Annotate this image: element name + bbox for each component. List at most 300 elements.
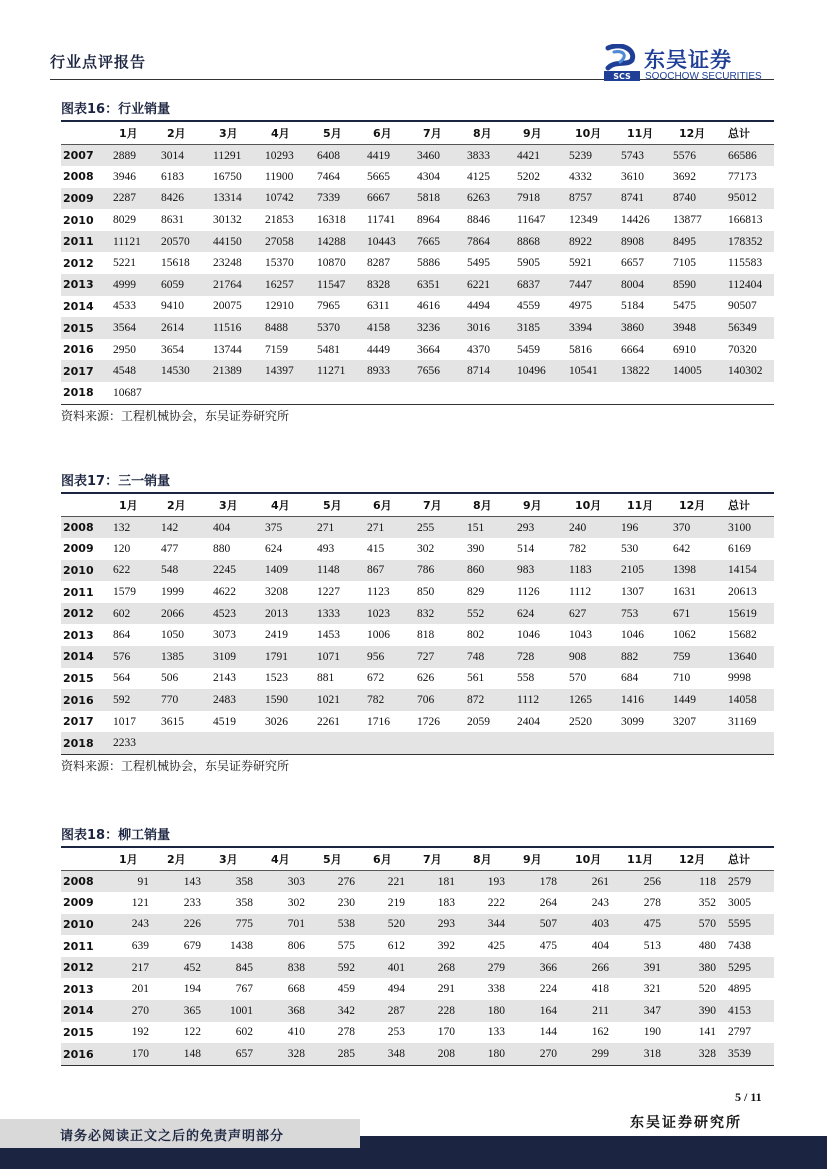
value-cell: 224 <box>539 983 557 996</box>
table-row <box>61 560 774 582</box>
value-cell: 1112 <box>513 689 565 711</box>
value-cell: 180 <box>463 1000 513 1022</box>
table-row <box>61 339 774 361</box>
value-cell: 8868 <box>513 231 565 253</box>
disclaimer-box <box>0 1119 360 1148</box>
year-cell: 2013 <box>63 628 94 642</box>
value-cell: 1265 <box>565 689 617 711</box>
value-cell: 6910 <box>673 343 696 356</box>
value-cell <box>463 382 513 404</box>
value-cell: 4332 <box>569 170 592 183</box>
table-section-sany <box>61 472 774 777</box>
value-cell: 592 <box>313 957 363 979</box>
value-cell: 575 <box>337 940 355 953</box>
value-cell: 194 <box>183 983 201 996</box>
value-cell: 880 <box>213 542 231 555</box>
value-cell: 2889 <box>109 145 157 167</box>
value-cell: 11547 <box>313 274 363 296</box>
value-cell: 8740 <box>669 188 724 210</box>
value-cell: 1227 <box>317 586 340 599</box>
value-cell: 8741 <box>617 188 669 210</box>
year-cell: 2009 <box>63 896 94 910</box>
value-cell: 91 <box>109 871 157 893</box>
year-cell: 2015 <box>63 1025 94 1039</box>
value-cell: 278 <box>643 896 661 909</box>
table-row <box>61 231 774 253</box>
value-cell: 507 <box>513 914 565 936</box>
year-cell: 2016 <box>63 343 94 357</box>
value-cell <box>565 732 617 754</box>
value-cell <box>157 732 209 754</box>
value-cell: 3005 <box>728 896 751 909</box>
column-header: 5月 <box>313 494 363 517</box>
value-cell: 3185 <box>513 317 565 339</box>
value-cell: 1791 <box>261 646 313 668</box>
value-cell: 10870 <box>317 257 346 270</box>
value-cell: 4304 <box>417 170 440 183</box>
value-cell: 10742 <box>261 188 313 210</box>
value-cell: 318 <box>617 1043 669 1065</box>
value-cell: 2013 <box>261 603 313 625</box>
value-cell <box>617 382 669 404</box>
table-row <box>61 209 774 231</box>
value-cell: 270 <box>109 1000 157 1022</box>
table-section-industry <box>61 100 774 427</box>
value-cell: 552 <box>463 603 513 625</box>
value-cell <box>261 732 313 754</box>
disclaimer-text: 请务必阅读正文之后的免责声明部分 <box>60 1129 285 1144</box>
value-cell: 16318 <box>317 214 346 227</box>
value-cell: 818 <box>417 629 435 642</box>
value-cell: 7105 <box>673 257 696 270</box>
value-cell: 15682 <box>728 629 757 642</box>
value-cell: 1716 <box>367 715 390 728</box>
value-cell: 5221 <box>113 257 136 270</box>
value-cell: 344 <box>463 914 513 936</box>
table-row <box>61 603 774 625</box>
column-header: 8月 <box>463 848 513 871</box>
year-cell: 2008 <box>61 517 109 539</box>
value-cell: 4421 <box>513 145 565 167</box>
column-header: 2月 <box>157 122 209 145</box>
value-cell: 12349 <box>569 214 598 227</box>
value-cell: 3860 <box>617 317 669 339</box>
value-cell: 1579 <box>113 586 136 599</box>
value-cell: 748 <box>463 646 513 668</box>
value-cell: 278 <box>337 1026 355 1039</box>
value-cell: 2404 <box>517 715 540 728</box>
table-row <box>61 382 774 404</box>
value-cell: 2245 <box>209 560 261 582</box>
value-cell: 6059 <box>157 274 209 296</box>
value-cell: 13744 <box>213 343 242 356</box>
value-cell: 14005 <box>669 360 724 382</box>
value-cell: 380 <box>669 957 724 979</box>
column-header: 总计 <box>724 122 774 145</box>
table-row <box>61 668 774 690</box>
value-cell: 164 <box>513 1000 565 1022</box>
value-cell: 14058 <box>724 689 774 711</box>
column-header: 11月 <box>617 848 669 871</box>
value-cell: 20075 <box>213 300 242 313</box>
figure-title: 图表18：柳工销量 <box>61 828 171 843</box>
value-cell: 1438 <box>230 940 253 953</box>
value-cell: 8922 <box>565 231 617 253</box>
year-cell: 2016 <box>61 1043 109 1065</box>
value-cell: 14288 <box>313 231 363 253</box>
table-section-liugong <box>61 826 774 1066</box>
report-type: 行业点评报告 <box>50 53 147 71</box>
value-cell: 4548 <box>109 360 157 382</box>
column-header: 5月 <box>313 848 363 871</box>
value-cell: 151 <box>463 517 513 539</box>
value-cell: 520 <box>698 983 716 996</box>
value-cell: 180 <box>463 1043 513 1065</box>
column-header: 1月 <box>109 494 157 517</box>
value-cell: 338 <box>487 983 505 996</box>
value-cell: 11647 <box>517 214 546 227</box>
value-cell <box>669 382 724 404</box>
value-cell: 642 <box>673 542 691 555</box>
value-cell: 3460 <box>413 145 463 167</box>
value-cell: 8328 <box>363 274 413 296</box>
value-cell: 268 <box>413 957 463 979</box>
column-header <box>61 848 109 871</box>
value-cell: 77173 <box>728 170 757 183</box>
year-cell: 2010 <box>63 213 94 227</box>
value-cell: 5184 <box>621 300 644 313</box>
value-cell: 21853 <box>265 214 294 227</box>
logo-chinese-name: 东吴证券 <box>644 48 732 72</box>
table-row <box>61 360 774 382</box>
value-cell: 183 <box>437 896 455 909</box>
value-cell: 302 <box>287 896 305 909</box>
value-cell: 2483 <box>209 689 261 711</box>
value-cell: 7665 <box>413 231 463 253</box>
value-cell: 570 <box>569 672 587 685</box>
value-cell: 452 <box>157 957 209 979</box>
value-cell: 1409 <box>261 560 313 582</box>
value-cell: 31169 <box>728 715 757 728</box>
column-header: 9月 <box>513 848 565 871</box>
value-cell: 390 <box>467 542 485 555</box>
value-cell <box>513 382 565 404</box>
value-cell: 328 <box>669 1043 724 1065</box>
value-cell: 390 <box>669 1000 724 1022</box>
value-cell <box>413 732 463 754</box>
value-cell: 5481 <box>317 343 340 356</box>
value-cell: 270 <box>513 1043 565 1065</box>
year-cell: 2012 <box>61 957 109 979</box>
value-cell: 860 <box>463 560 513 582</box>
value-cell: 1999 <box>161 586 184 599</box>
value-cell: 233 <box>183 896 201 909</box>
year-cell: 2009 <box>63 542 94 556</box>
value-cell: 14426 <box>621 214 650 227</box>
year-cell: 2016 <box>61 689 109 711</box>
value-cell: 3016 <box>463 317 513 339</box>
value-cell: 15370 <box>265 257 294 270</box>
value-cell: 8488 <box>261 317 313 339</box>
value-cell: 348 <box>363 1043 413 1065</box>
table-row <box>61 914 774 936</box>
table-row <box>61 871 774 893</box>
value-cell: 1631 <box>673 586 696 599</box>
value-cell: 70320 <box>728 343 757 356</box>
value-cell: 832 <box>413 603 463 625</box>
value-cell: 8287 <box>367 257 390 270</box>
value-cell: 95012 <box>724 188 774 210</box>
value-cell: 5576 <box>669 145 724 167</box>
column-header: 11月 <box>617 122 669 145</box>
value-cell: 1385 <box>157 646 209 668</box>
value-cell: 2059 <box>467 715 490 728</box>
value-cell: 8714 <box>463 360 513 382</box>
value-cell: 279 <box>463 957 513 979</box>
column-header: 9月 <box>513 122 565 145</box>
value-cell: 3208 <box>265 586 288 599</box>
value-cell: 872 <box>463 689 513 711</box>
value-cell: 881 <box>317 672 335 685</box>
value-cell: 3207 <box>673 715 696 728</box>
value-cell: 561 <box>467 672 485 685</box>
column-header: 12月 <box>669 122 724 145</box>
value-cell: 271 <box>363 517 413 539</box>
value-cell: 193 <box>463 871 513 893</box>
value-cell: 21764 <box>209 274 261 296</box>
value-cell: 1006 <box>367 629 390 642</box>
value-cell: 44150 <box>209 231 261 253</box>
value-cell: 287 <box>363 1000 413 1022</box>
value-cell: 3564 <box>109 317 157 339</box>
year-cell: 2012 <box>61 603 109 625</box>
value-cell: 983 <box>513 560 565 582</box>
value-cell: 3236 <box>413 317 463 339</box>
column-header: 3月 <box>209 122 261 145</box>
value-cell: 3610 <box>621 170 644 183</box>
value-cell: 657 <box>209 1043 261 1065</box>
value-cell: 142 <box>157 517 209 539</box>
value-cell: 3948 <box>669 317 724 339</box>
value-cell: 477 <box>161 542 179 555</box>
value-cell: 8757 <box>565 188 617 210</box>
value-cell: 425 <box>487 940 505 953</box>
value-cell: 802 <box>467 629 485 642</box>
column-header: 4月 <box>261 848 313 871</box>
value-cell: 90507 <box>728 300 757 313</box>
value-cell: 8426 <box>157 188 209 210</box>
column-header: 9月 <box>513 494 565 517</box>
value-cell: 255 <box>413 517 463 539</box>
value-cell: 143 <box>157 871 209 893</box>
value-cell: 410 <box>287 1026 305 1039</box>
table-row <box>61 317 774 339</box>
value-cell: 2233 <box>109 732 157 754</box>
value-cell: 23248 <box>213 257 242 270</box>
value-cell: 66586 <box>724 145 774 167</box>
value-cell: 1453 <box>317 629 340 642</box>
value-cell: 3073 <box>213 629 236 642</box>
value-cell: 56349 <box>724 317 774 339</box>
value-cell: 112404 <box>724 274 774 296</box>
value-cell: 133 <box>487 1026 505 1039</box>
value-cell: 299 <box>565 1043 617 1065</box>
column-header: 10月 <box>565 494 617 517</box>
value-cell: 358 <box>235 896 253 909</box>
value-cell: 775 <box>209 914 261 936</box>
value-cell: 211 <box>565 1000 617 1022</box>
value-cell: 6169 <box>728 542 751 555</box>
year-cell: 2010 <box>61 560 109 582</box>
value-cell: 9998 <box>728 672 751 685</box>
value-cell: 5459 <box>517 343 540 356</box>
column-header: 8月 <box>463 122 513 145</box>
value-cell: 222 <box>487 896 505 909</box>
value-cell: 293 <box>513 517 565 539</box>
value-cell: 15619 <box>724 603 774 625</box>
column-header: 2月 <box>157 494 209 517</box>
table-row <box>61 581 774 603</box>
column-header: 2月 <box>157 848 209 871</box>
value-cell <box>724 382 774 404</box>
value-cell: 4519 <box>213 715 236 728</box>
value-cell: 5295 <box>724 957 774 979</box>
column-header: 7月 <box>413 494 463 517</box>
value-cell: 190 <box>643 1026 661 1039</box>
value-cell: 5239 <box>565 145 617 167</box>
value-cell: 728 <box>513 646 565 668</box>
value-cell: 672 <box>367 672 385 685</box>
value-cell: 4419 <box>363 145 413 167</box>
value-cell: 5886 <box>417 257 440 270</box>
value-cell: 10541 <box>565 360 617 382</box>
value-cell: 208 <box>413 1043 463 1065</box>
value-cell: 514 <box>517 542 535 555</box>
value-cell: 548 <box>157 560 209 582</box>
value-cell: 4533 <box>113 300 136 313</box>
soochow-logo-icon <box>602 44 642 82</box>
value-cell: 370 <box>669 517 724 539</box>
value-cell: 14397 <box>261 360 313 382</box>
sales-table <box>61 122 774 404</box>
value-cell: 10687 <box>113 386 142 399</box>
value-cell: 365 <box>157 1000 209 1022</box>
value-cell: 4999 <box>109 274 157 296</box>
value-cell: 710 <box>673 672 691 685</box>
value-cell: 1021 <box>313 689 363 711</box>
value-cell: 3099 <box>621 715 644 728</box>
table-row <box>61 892 774 914</box>
value-cell <box>363 732 413 754</box>
value-cell: 219 <box>387 896 405 909</box>
value-cell: 7159 <box>265 343 288 356</box>
value-cell: 1046 <box>517 629 540 642</box>
value-cell: 148 <box>157 1043 209 1065</box>
value-cell: 181 <box>413 871 463 893</box>
year-cell: 2018 <box>63 386 94 400</box>
value-cell: 266 <box>565 957 617 979</box>
value-cell: 767 <box>235 983 253 996</box>
column-header: 6月 <box>363 848 413 871</box>
value-cell: 1112 <box>569 586 592 599</box>
figure-title: 图表17：三一销量 <box>61 474 171 489</box>
value-cell: 4975 <box>569 300 592 313</box>
column-header <box>61 122 109 145</box>
value-cell: 1148 <box>313 560 363 582</box>
value-cell: 271 <box>313 517 363 539</box>
value-cell <box>617 732 669 754</box>
value-cell: 4494 <box>467 300 490 313</box>
value-cell: 16257 <box>261 274 313 296</box>
value-cell: 1307 <box>621 586 644 599</box>
value-cell: 1333 <box>313 603 363 625</box>
value-cell: 8846 <box>467 214 490 227</box>
value-cell: 786 <box>413 560 463 582</box>
value-cell: 1398 <box>669 560 724 582</box>
value-cell: 6664 <box>621 343 644 356</box>
value-cell: 838 <box>261 957 313 979</box>
table-row <box>61 978 774 1000</box>
value-cell: 120 <box>113 542 131 555</box>
value-cell <box>313 732 363 754</box>
value-cell: 14530 <box>157 360 209 382</box>
table-row <box>61 188 774 210</box>
column-header: 3月 <box>209 494 261 517</box>
value-cell: 11271 <box>313 360 363 382</box>
value-cell: 520 <box>363 914 413 936</box>
value-cell: 192 <box>131 1026 149 1039</box>
value-cell: 668 <box>287 983 305 996</box>
value-cell: 5370 <box>313 317 363 339</box>
year-cell: 2018 <box>61 732 109 754</box>
table-row <box>61 1000 774 1022</box>
table-row <box>61 1022 774 1044</box>
value-cell: 358 <box>209 871 261 893</box>
value-cell: 2520 <box>569 715 592 728</box>
column-header: 5月 <box>313 122 363 145</box>
value-cell: 118 <box>669 871 724 893</box>
value-cell: 576 <box>109 646 157 668</box>
table-header-row <box>61 848 774 871</box>
brand-logo <box>602 44 777 84</box>
value-cell: 392 <box>437 940 455 953</box>
value-cell <box>313 382 363 404</box>
value-cell: 178352 <box>724 231 774 253</box>
value-cell: 1062 <box>673 629 696 642</box>
value-cell: 639 <box>131 940 149 953</box>
value-cell: 293 <box>413 914 463 936</box>
year-cell: 2011 <box>63 939 94 953</box>
value-cell: 3833 <box>463 145 513 167</box>
value-cell: 418 <box>591 983 609 996</box>
column-header: 6月 <box>363 122 413 145</box>
figure-title: 图表16：行业销量 <box>61 102 171 117</box>
table-row <box>61 274 774 296</box>
value-cell: 144 <box>539 1026 557 1039</box>
table-row <box>61 166 774 188</box>
value-cell: 217 <box>109 957 157 979</box>
value-cell: 493 <box>317 542 335 555</box>
value-cell: 8631 <box>161 214 184 227</box>
year-cell: 2007 <box>61 145 109 167</box>
table-header-row <box>61 122 774 145</box>
table-row <box>61 624 774 646</box>
value-cell: 240 <box>565 517 617 539</box>
value-cell: 475 <box>539 940 557 953</box>
value-cell: 30132 <box>213 214 242 227</box>
value-cell: 2579 <box>724 871 774 893</box>
value-cell: 538 <box>313 914 363 936</box>
